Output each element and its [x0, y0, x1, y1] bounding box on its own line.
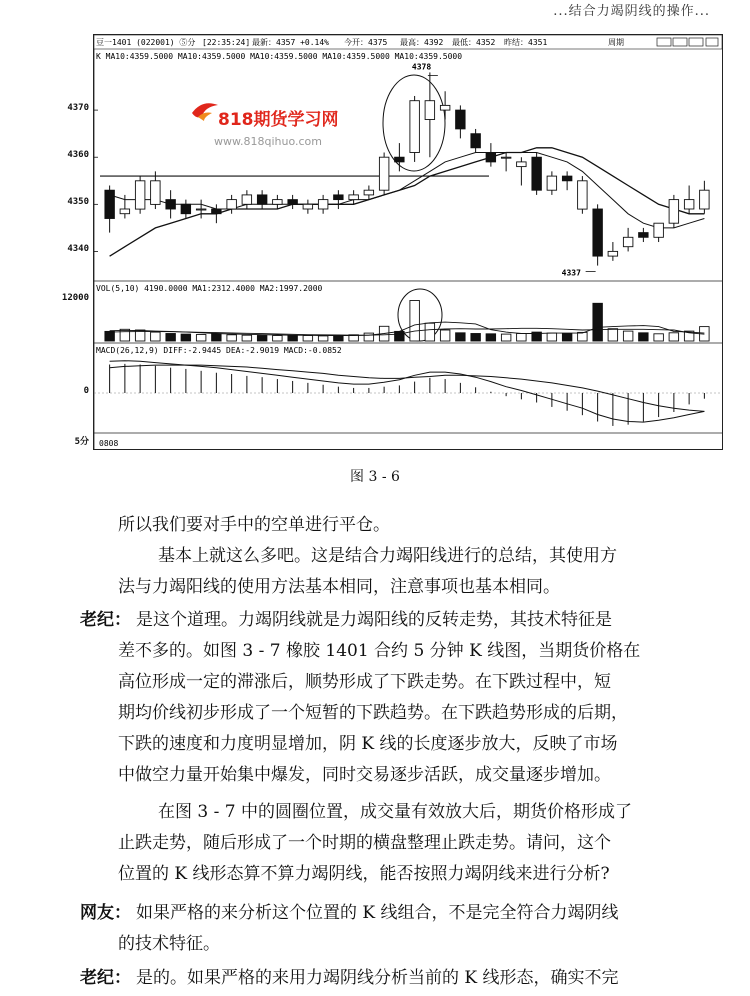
volume-bar — [593, 303, 603, 341]
speaker-laoji-1: 老纪： — [80, 610, 131, 630]
candle-body — [227, 200, 237, 209]
candle-body — [135, 181, 145, 209]
volume-bar — [364, 333, 374, 341]
prev-settle-price: 昨结：4351 — [504, 38, 548, 47]
time-label: [22:35:24] — [202, 38, 251, 47]
volume-bar — [151, 332, 161, 341]
date-label: 0808 — [99, 439, 119, 448]
paragraph-3-line-3: 位置的 K 线形态算不算力竭阴线，能否按照力竭阴线来进行分析? — [118, 864, 610, 884]
candle-body — [532, 157, 542, 190]
watermark-title: 818期货学习网 — [218, 110, 339, 130]
speaker-laoji-2: 老纪： — [80, 968, 131, 988]
macd-diff-line — [110, 361, 705, 422]
symbol-label: 豆一1401 (022001) ⑤分 — [96, 38, 196, 47]
volume-bar — [517, 334, 527, 342]
volume-bar — [181, 334, 191, 341]
volume-bar — [486, 334, 496, 341]
candle-body — [242, 195, 252, 204]
candle-body — [562, 176, 572, 181]
candle-body — [212, 209, 222, 214]
candle-body — [318, 200, 328, 209]
volume-bar — [395, 331, 405, 341]
price-tick-label: 4370 — [67, 103, 89, 114]
volume-bar — [547, 333, 557, 341]
laoji-1-line-6: 中做空力量开始集中爆发，同时交易逐步活跃，成交量逐步增加。 — [118, 765, 611, 785]
candle-body — [700, 190, 710, 209]
candle-body — [288, 200, 298, 205]
volume-bar — [669, 333, 679, 341]
candle-body — [257, 195, 267, 204]
candle-body — [608, 251, 618, 256]
candle-body — [578, 181, 588, 209]
volume-bar — [623, 331, 633, 341]
laoji-1-line-3: 高位形成一定的滞涨后，顺势形成了下跌走势。在下跌过程中，短 — [118, 672, 611, 692]
price-tick-label: 4350 — [67, 197, 89, 208]
volume-bar — [410, 301, 420, 342]
candle-body — [623, 237, 633, 246]
candle-body — [471, 134, 481, 148]
high-annotation: 4378 — [411, 62, 432, 72]
netizen-line-2: 的技术特征。 — [118, 934, 220, 954]
volume-legend: VOL(5,10) 4190.0000 MA1:2312.4000 MA2:1997.2000 — [96, 284, 323, 293]
candle-body — [364, 190, 374, 195]
candle-body — [456, 110, 466, 129]
candle-body — [501, 157, 511, 158]
candle-body — [639, 233, 649, 238]
laoji-1-line-2: 差不多的。如图 3 - 7 橡胶 1401 合约 5 分钟 K 线图，当期货价格在 — [118, 641, 641, 661]
volume-bar — [166, 334, 176, 342]
volume-bar — [242, 335, 252, 341]
candle-body — [273, 200, 283, 205]
candle-body — [684, 200, 694, 209]
volume-bar — [608, 329, 618, 341]
figure-caption: 图 3 - 6 — [350, 469, 400, 485]
laoji-1-line-1: 是这个道理。力竭阴线就是力竭阳线的反转走势，其技术特征是 — [136, 610, 612, 630]
candle-body — [349, 195, 359, 200]
volume-bar — [425, 323, 435, 341]
speaker-netizen: 网友： — [80, 903, 131, 923]
chart-marks — [94, 62, 722, 426]
candle-body — [196, 209, 206, 210]
paragraph-1: 所以我们要对手中的空单进行平仓。 — [118, 515, 390, 535]
candle-body — [440, 105, 450, 110]
laoji-2-line-1: 是的。如果严格的来用力竭阴线分析当前的 K 线形态，确实不完 — [136, 968, 619, 988]
watermark-url: www.818qihuo.com — [214, 135, 322, 148]
candle-body — [334, 195, 344, 200]
laoji-1-line-4: 期均价线初步形成了一个短暂的下跌趋势。在下跌趋势形成的后期， — [118, 703, 628, 723]
open-price: 今开：4375 — [344, 38, 388, 47]
volume-bar — [227, 335, 237, 341]
price-tick-label: 4360 — [67, 150, 89, 161]
candle-body — [425, 101, 435, 120]
candle-body — [166, 200, 176, 209]
volume-bar — [273, 336, 283, 342]
candle-body — [181, 204, 191, 213]
candle-body — [303, 204, 313, 209]
candle-body — [410, 101, 420, 153]
volume-bar — [639, 333, 649, 341]
volume-bar — [257, 336, 267, 342]
candle-body — [547, 176, 557, 190]
ma-legend: K MA10:4359.5000 MA10:4359.5000 MA10:4359.5000 MA10:4359.5000 MA10:4359.5000 — [96, 52, 463, 61]
latest-price: 最新：4357 +0.14% — [252, 38, 329, 47]
paragraph-2-line-1: 基本上就这么多吧。这是结合力竭阳线进行的总结，其使用方 — [158, 546, 617, 566]
paragraph-3-line-2: 止跌走势，随后形成了一个时期的横盘整理止跌走势。请问，这个 — [118, 833, 611, 853]
volume-bar — [334, 336, 344, 342]
candle-body — [654, 223, 664, 237]
candle-body — [379, 157, 389, 190]
price-tick-label: 4340 — [67, 244, 89, 255]
period-label: 5分 — [74, 437, 89, 447]
volume-bar — [120, 329, 130, 341]
volume-bar — [654, 334, 664, 341]
netizen-line-1: 如果严格的来分析这个位置的 K 线组合，不是完全符合力竭阴线 — [136, 903, 619, 923]
volume-bar — [212, 334, 222, 341]
candle-body — [669, 200, 679, 224]
page-header: ...结合力竭阴线的操作... — [553, 4, 710, 19]
volume-bar — [105, 331, 115, 341]
volume-bar — [318, 336, 328, 341]
kline-chart-svg — [94, 35, 722, 449]
low-annotation: 4337 — [561, 268, 581, 278]
paragraph-3-line-1: 在图 3 - 7 中的圆圈位置，成交量有效放大后，期货价格形成了 — [158, 802, 632, 822]
volume-tick-label: 12000 — [61, 292, 89, 303]
candle-body — [486, 153, 496, 162]
candle-body — [593, 209, 603, 256]
macd-legend: MACD(26,12,9) DIFF:-2.9445 DEA:-2.9019 MACD:-0.0852 — [96, 346, 342, 355]
candle-body — [105, 190, 115, 218]
macd-dea-line — [110, 365, 705, 411]
laoji-1-line-5: 下跌的速度和力度明显增加，阴 K 线的长度逐步放大，反映了市场 — [118, 734, 618, 754]
paragraph-2-line-2: 法与力竭阳线的使用方法基本相同，注意事项也基本相同。 — [118, 577, 560, 597]
volume-bar — [303, 336, 313, 342]
volume-bar — [456, 333, 466, 341]
high-price: 最高：4392 — [400, 38, 444, 47]
macd-tick-label: 0 — [83, 386, 89, 396]
low-price: 最低：4352 — [452, 38, 496, 47]
volume-bar — [196, 335, 206, 342]
volume-bar — [288, 336, 298, 341]
candle-body — [395, 157, 405, 162]
volume-bar — [578, 332, 588, 341]
candle-body — [151, 181, 161, 205]
candle-body — [120, 209, 130, 214]
watermark-logo — [192, 103, 339, 148]
kline-chart-figure — [93, 34, 723, 450]
period-button[interactable]: 周期 — [608, 38, 624, 47]
ma-fast-line — [110, 153, 705, 228]
volume-bar — [562, 334, 572, 341]
candle-body — [517, 162, 527, 167]
volume-bar — [501, 334, 511, 341]
volume-bar — [471, 334, 481, 342]
volume-bar — [440, 330, 450, 341]
